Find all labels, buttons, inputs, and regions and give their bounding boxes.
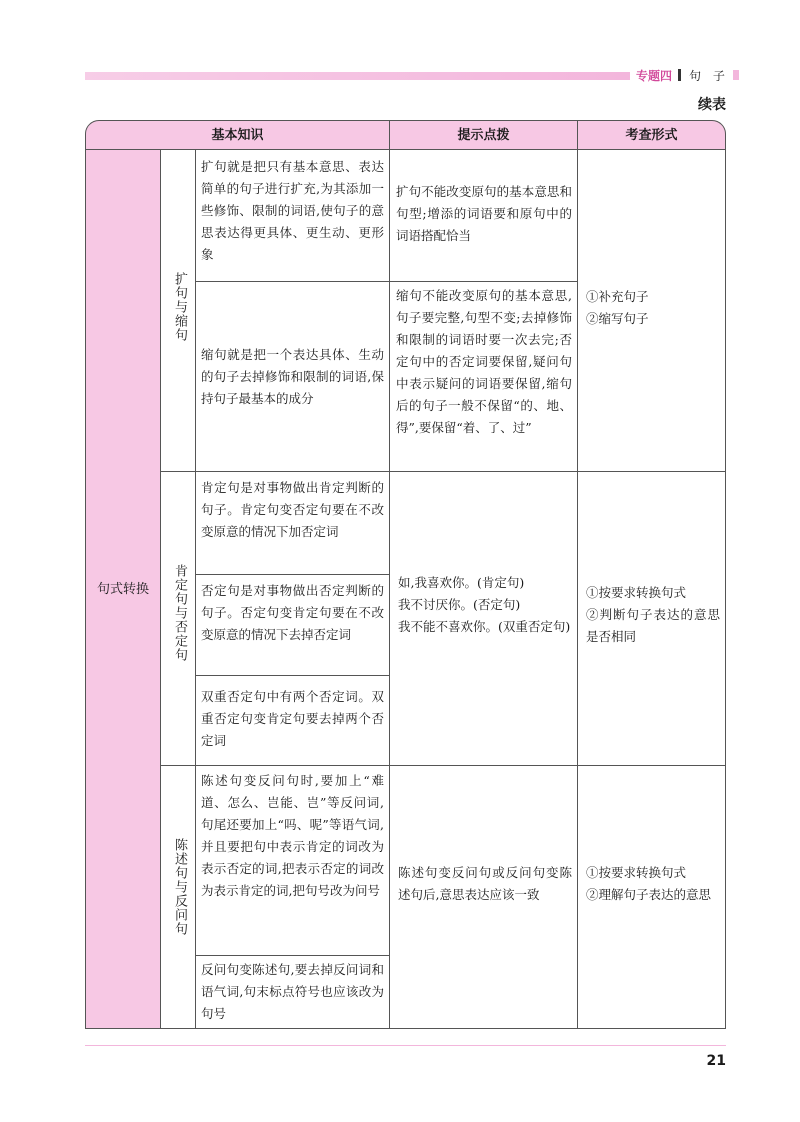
header-end-marker [733,70,739,80]
knowledge-text: 扩句就是把只有基本意思、表达简单的句子进行扩充,为其添加一些修饰、限制的词语,使句子的意思表达得更具体、更生动、更形象 [201,159,384,262]
group-label-cell [160,149,196,472]
knowledge-cell [195,471,390,575]
header-basic-knowledge: 基本知识 [211,128,264,143]
tip-text: 我不能不喜欢你。(双重否定句) [398,619,571,634]
tip-text: 缩句不能改变原句的基本意思,句子要完整,句型不变;去掉修饰和限制的词语时要一次去完;否定句中的否定词要保留,疑问句中表示疑问的词语要保留,缩句后的句子一般不保留“的、地、得”,要保留“着、了、过” [396,288,572,435]
form-item: ②判断句子表达的意思是否相同 [586,607,720,644]
page-number: 21 [706,1053,726,1069]
knowledge-text: 陈述句变反问句时,要加上“难道、怎么、岂能、岂”等反问词,句尾还要加上“吗、呢”等语气词,并且要把句中表示肯定的词改为表示否定的词,把表示否定的词改为表示肯定的词,把句号改为问号 [201,773,384,898]
header-exam-form: 考查形式 [625,128,678,143]
group-label: 肯定句与否定句 [172,564,187,662]
header-tips: 提示点拨 [457,128,510,143]
header-divider [678,69,681,81]
knowledge-text: 反问句变陈述句,要去掉反问词和语气词,句末标点符号也应该改为句号 [201,962,384,1021]
knowledge-text: 双重否定句中有两个否定词。双重否定句变肯定句要去掉两个否定词 [201,689,384,748]
form-item: ①补充句子 [586,289,649,304]
knowledge-cell [195,765,390,956]
knowledge-cell [195,675,390,766]
form-item: ①按要求转换句式 [586,585,687,600]
group-label: 陈述句与反问句 [172,838,187,936]
form-item: ②理解句子表达的意思 [586,887,712,902]
form-item: ①按要求转换句式 [586,865,687,880]
tip-cell [389,471,578,766]
tip-text: 扩句不能改变原句的基本意思和句型;增添的词语要和原句中的词语搭配恰当 [396,184,572,243]
footer-line [85,1045,726,1046]
form-cell [577,765,726,1029]
tip-text: 陈述句变反问句或反问句变陈述句后,意思表达应该一致 [398,865,572,902]
section-label: 专题四 [636,68,673,83]
category-cell [85,149,161,1029]
header-band [85,72,630,80]
group-label: 扩句与缩句 [172,272,187,342]
chapter-title: 句 子 [689,68,729,83]
knowledge-cell [195,955,390,1029]
category-label: 句式转换 [96,582,149,597]
knowledge-cell [195,149,390,282]
knowledge-text: 否定句是对事物做出否定判断的句子。否定句变肯定句要在不改变原意的情况下去掉否定词 [201,583,384,642]
continued-label: 续表 [698,97,726,113]
knowledge-cell [195,574,390,676]
tip-text: 如,我喜欢你。(肯定句) [398,575,525,590]
tip-cell [389,765,578,1029]
table-header [85,120,726,150]
header-tab [636,67,739,83]
form-item: ②缩写句子 [586,311,649,326]
group-label-cell [160,765,196,1029]
tip-cell [389,149,578,282]
group-label-cell [160,471,196,766]
form-cell [577,149,726,472]
tip-text: 我不讨厌你。(否定句) [398,597,521,612]
knowledge-cell [195,281,390,472]
knowledge-text: 缩句就是把一个表达具体、生动的句子去掉修饰和限制的词语,保持句子最基本的成分 [201,347,384,406]
form-cell [577,471,726,766]
knowledge-text: 肯定句是对事物做出肯定判断的句子。肯定句变否定句要在不改变原意的情况下加否定词 [201,480,384,539]
tip-cell [389,281,578,472]
